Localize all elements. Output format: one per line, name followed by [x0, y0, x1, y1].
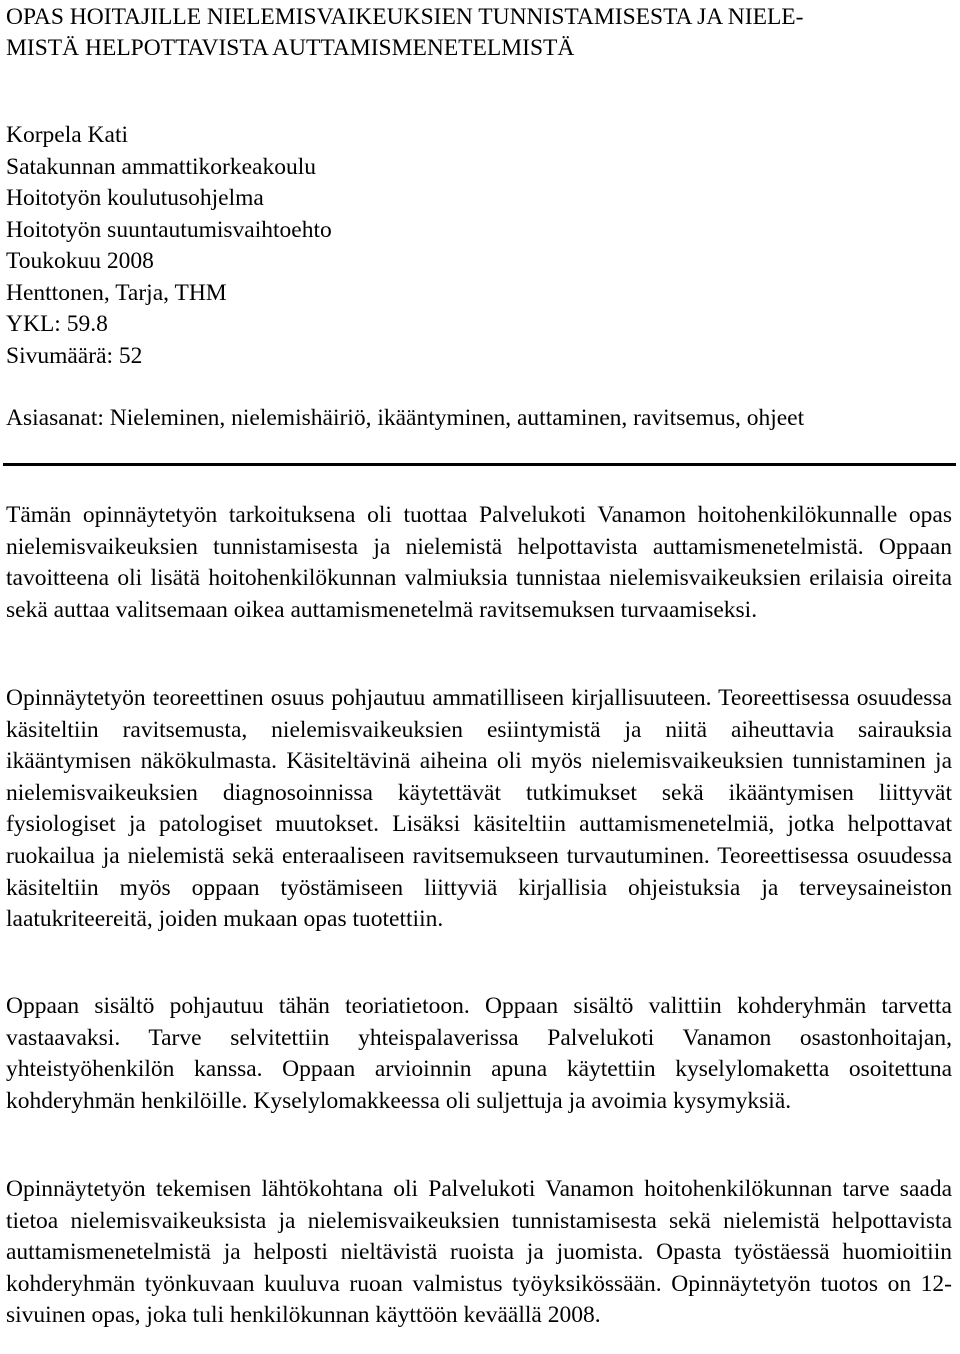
degree-program: Hoitotyön koulutusohjelma: [6, 185, 264, 211]
specialization: Hoitotyön suuntautumisvaihtoehto: [6, 216, 332, 243]
abstract-paragraph-1: Tämän opinnäytetyön tarkoituksena oli tuottaa Palvelukoti Vanamon hoitohenkilökunnalle opas nielemisvaikeuksien tunnistamisesta ja nielemistä helpottavista auttamismenetelmistä. Oppaan tavoitteena oli lisätä hoitohenkilökunnan valmiuksia tunnistaa nielemisvaikeuksien erilaisia oireita sekä auttaa valitsemaan oikea auttamismenetelmä ravitsemuksen turvaamiseksi.: [6, 502, 952, 623]
ykl-class: YKL: 59.8: [6, 311, 108, 337]
horizontal-divider: [3, 463, 956, 466]
abstract-paragraph-2: Opinnäytetyön teoreettinen osuus pohjautuu ammatilliseen kirjallisuuteen. Teoreettisessa osuudessa käsiteltiin ravitsemusta, nielemisvaikeuksien esiintymistä ja niitä aiheuttavia sairauksia ikääntymisen näkökulmasta. Käsiteltävinä aiheina oli myös nielemisvaikeuksien tunnistaminen ja nielemisvaikeuksien diagnosoinnissa käytettävät tutkimukset sekä ikääntymisen liittyvät fysiologiset ja patologiset muutokset. Lisäksi käsiteltiin auttamismenetelmiä, jotka helpottavat ruokailua ja nielemistä sekä enteraaliseen ravitsemukseen turvautuminen. Teoreettisessa osuudessa käsiteltiin myös oppaan työstämiseen liittyviä kirjallisia ohjeistuksia ja terveysaineiston laatukriteereitä, joiden mukaan opas tuotettiin.: [6, 685, 952, 933]
abstract-paragraph-4: Opinnäytetyön tekemisen lähtökohtana oli Palvelukoti Vanamon hoitohenkilökunnan tarve saada tietoa nielemisvaikeuksista ja nielemisvaikeuksien tunnistamisesta sekä nielemistä helpottavista auttamismenetelmistä ja helposti nieltävistä ruoista ja juomista. Opasta työstäessä huomioitiin kohderyhmän työnkuvaan kuuluva ruoan valmistus työyksikössään. Opinnäytetyön tuotos on 12-sivuinen opas, joka tuli henkilökunnan käyttöön keväällä 2008.: [6, 1176, 952, 1329]
author: Korpela Kati: [6, 122, 129, 148]
abstract-paragraph-3: Oppaan sisältö pohjautuu tähän teoriatietoon. Oppaan sisältö valittiin kohderyhmän tarvetta vastaavaksi. Tarve selvitettiin yhteispalaverissa Palvelukoti Vanamon osastonhoitajan, yhteistyöhenkilön kanssa. Oppaan arvioinnin apuna käytettiin kyselylomaketta osoitettuna kohderyhmän henkilöille. Kyselylomakkeessa oli suljettuja ja avoimia kysymyksiä.: [6, 993, 952, 1114]
publication-date: Toukokuu 2008: [6, 248, 154, 274]
metadata-block: [6, 120, 954, 372]
title-line-1: OPAS HOITAJILLE NIELEMISVAIKEUKSIEN TUNNISTAMISESTA JA NIELE-: [6, 4, 804, 30]
supervisor: Henttonen, Tarja, THM: [6, 279, 227, 306]
document-title: [6, 2, 954, 64]
page-count: Sivumäärä: 52: [6, 342, 143, 369]
title-line-2: MISTÄ HELPOTTAVISTA AUTTAMISMENETELMISTÄ: [6, 35, 575, 61]
school: Satakunnan ammattikorkeakoulu: [6, 153, 316, 180]
keywords: Asiasanat: Nieleminen, nielemishäiriö, ikääntyminen, auttaminen, ravitsemus, ohjeet: [6, 405, 805, 431]
